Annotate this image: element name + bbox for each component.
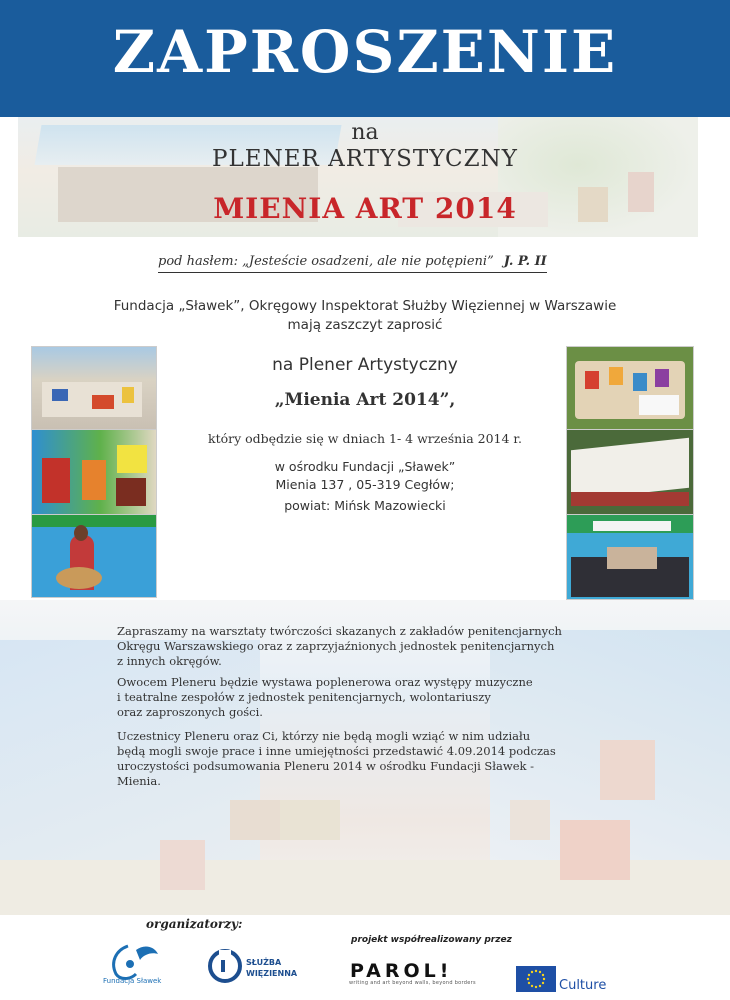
culture-programme-label: Culture	[559, 978, 607, 993]
event-name: MIENIA ART 2014	[213, 192, 517, 225]
body-line: uroczystości podsumowania Pleneru 2014 w ośrodku Fundacji Sławek -	[117, 759, 535, 773]
motto-author: J. P. II	[503, 254, 547, 269]
sluzba-wiezienna-logo-icon	[205, 948, 245, 984]
project-label: projekt współrealizowany przez	[351, 935, 512, 945]
body-line: Mienia.	[117, 774, 161, 788]
intro-na: na	[351, 120, 379, 145]
invite-county: powiat: Mińsk Mazowiecki	[284, 498, 446, 513]
fundacja-slawek-logo-text: Fundacja Sławek	[103, 977, 162, 985]
photo-guitarist	[32, 515, 156, 597]
body-line: Owocem Pleneru będzie wystawa poplenerowa oraz występy muzyczne	[117, 675, 533, 689]
photo-crafts-table	[32, 347, 156, 429]
organizers-line-2: mają zaszczyt zaprosić	[287, 317, 443, 333]
body-line: oraz zaproszonych gości.	[117, 705, 263, 719]
motto-text: pod hasłem: „Jesteście osadzeni, ale nie potępieni”	[158, 254, 494, 269]
organizers-label: organizatorzy:	[146, 917, 243, 931]
body-line: i teatralne zespołów z jednostek penitencjarnych, wolontariuszy	[117, 690, 491, 704]
body-paragraph-1	[117, 624, 613, 669]
body-line: Uczestnicy Pleneru oraz Ci, którzy nie będą mogli wziąć w nim udziału	[117, 729, 531, 743]
photo-exhibition-table	[567, 430, 693, 514]
invite-line-1: na Plener Artystyczny	[272, 355, 458, 375]
sluzba-wiezienna-logo-text: SŁUŻBA WIĘZIENNA	[246, 958, 298, 978]
body-line: Zapraszamy na warsztaty twórczości skazanych z zakładów penitencjarnych	[117, 624, 562, 638]
event-type: PLENER ARTYSTYCZNY	[212, 146, 518, 172]
invitation-title: ZAPROSZENIE	[112, 18, 618, 86]
body-line: z innych okręgów.	[117, 654, 222, 668]
body-paragraph-2	[117, 675, 613, 720]
invite-dates: który odbędzie się w dniach 1- 4 września 2014 r.	[208, 431, 522, 446]
photo-jars	[567, 347, 693, 429]
eu-flag-icon	[516, 966, 556, 992]
photo-paintings	[32, 430, 156, 514]
body-paragraph-3	[117, 729, 613, 789]
photo-stage	[567, 515, 693, 599]
body-line: Okręgu Warszawskiego oraz z zaprzyjaźnionych jednostek penitencjarnych	[117, 639, 555, 653]
invite-event-name: „Mienia Art 2014”,	[274, 390, 456, 410]
invite-venue: w ośrodku Fundacji „Sławek”	[274, 459, 456, 474]
organizers-line-1: Fundacja „Sławek”, Okręgowy Inspektorat Służby Więziennej w Warszawie	[113, 298, 617, 314]
organizers-line	[0, 297, 730, 335]
header-banner	[0, 0, 730, 117]
parol-logo-tagline: writing and art beyond walls, beyond borders	[349, 980, 476, 986]
parol-logo: PAROL!	[350, 960, 453, 982]
motto	[158, 250, 547, 269]
invite-address: Mienia 137 , 05-319 Cegłów;	[275, 477, 455, 492]
body-line: będą mogli swoje prace i inne umiejętności przedstawić 4.09.2014 podczas	[117, 744, 556, 758]
